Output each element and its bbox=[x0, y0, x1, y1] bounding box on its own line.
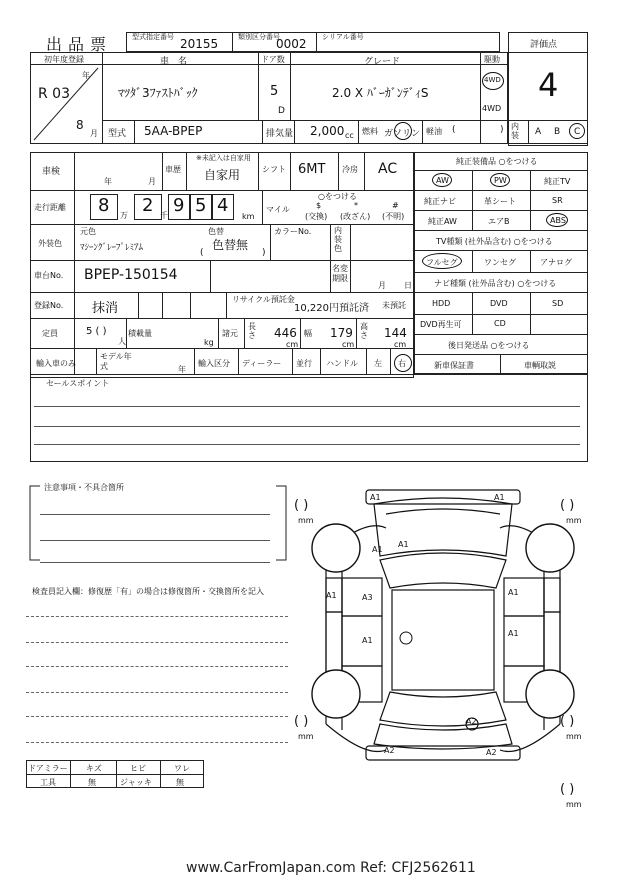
watermark: www.CarFromJapan.com Ref: CFJ2562611 bbox=[186, 860, 476, 876]
equip-aw-circle bbox=[432, 173, 452, 187]
damage-mark-rear-door-right: A1 bbox=[508, 629, 519, 638]
legend-value-3: ジャッキ bbox=[120, 778, 152, 787]
shift-value: 6MT bbox=[298, 162, 326, 177]
grade-value: 2.0 X ﾊﾞｰｶﾞﾝﾃﾞｨS bbox=[332, 86, 429, 100]
light-oil-paren-l: ( bbox=[452, 125, 456, 135]
length-unit: cm bbox=[286, 340, 299, 349]
exchange-label: (交換) bbox=[305, 212, 328, 221]
tread-bracket-spare: ( ) bbox=[560, 782, 575, 797]
chassis-value: BPEP-150154 bbox=[84, 267, 178, 283]
damage-mark-rear-left: A2 bbox=[384, 746, 395, 755]
recycle-no: 未預託 bbox=[382, 301, 406, 310]
name-change-month: 月 bbox=[378, 281, 386, 290]
color-change-label: 色替 bbox=[208, 227, 224, 236]
inspector-label: 検査員記入欄：修復歴「有」の場合は修復箇所・交換箇所を記入 bbox=[32, 587, 264, 596]
color-no-label: カラーNo. bbox=[274, 227, 312, 236]
mileage-digit-4: 5 bbox=[195, 195, 207, 216]
doors-suffix: D bbox=[278, 106, 285, 116]
tread-unit-front-right: mm bbox=[566, 516, 582, 525]
height-unit: cm bbox=[394, 340, 407, 349]
import-label: 輸入車のみ bbox=[36, 359, 76, 368]
tv-analog: アナログ bbox=[540, 258, 572, 267]
legend-header-3: ヒビ bbox=[130, 764, 146, 773]
length-value: 446 bbox=[274, 326, 297, 340]
color-change-value: 色替無 bbox=[212, 238, 249, 252]
model-cert-label: 型式指定番号 bbox=[132, 33, 174, 41]
tv-fullseg-circle bbox=[422, 253, 462, 269]
km-unit: km bbox=[242, 212, 255, 221]
displacement-value: 2,000 bbox=[310, 124, 345, 138]
height-label: 高さ bbox=[360, 322, 368, 340]
mileage-digit-3: 9 bbox=[173, 195, 185, 216]
own-note: ※未記入は自家用 bbox=[196, 154, 251, 162]
name-change-label: 名変期限 bbox=[332, 264, 348, 283]
legend-header-2: キズ bbox=[86, 764, 102, 773]
category-value: 0002 bbox=[276, 37, 307, 51]
score-label: 評価点 bbox=[530, 40, 558, 50]
model-year-unit: 年 bbox=[178, 365, 186, 374]
model-type-label: 型式 bbox=[108, 129, 127, 139]
mileage-digit-2: 2 bbox=[142, 195, 154, 216]
tread-unit-rear-left: mm bbox=[298, 732, 314, 741]
damage-mark-trunk: A2 bbox=[466, 717, 477, 726]
light-oil-paren-r: ) bbox=[500, 125, 504, 135]
recycle-value: 10,220円預託済 bbox=[294, 303, 369, 314]
color-paren-l: ( bbox=[200, 248, 204, 258]
load-unit: kg bbox=[204, 338, 214, 347]
damage-mark-hood: A1 bbox=[398, 540, 409, 549]
form-title: 出品票 bbox=[46, 35, 113, 54]
tread-bracket-rear-right: ( ) bbox=[560, 714, 575, 729]
height-value: 144 bbox=[384, 326, 407, 340]
drive-4wd: 4WD bbox=[482, 104, 502, 113]
capacity-label: 定員 bbox=[42, 329, 58, 338]
orig-color-value: ﾏｼｰﾝｸﾞﾚｰﾌﾟﾚﾐｱﾑ bbox=[80, 243, 144, 253]
equip-tv: 純正TV bbox=[544, 177, 571, 186]
fuel-label: 燃料 bbox=[362, 127, 378, 136]
legend-header-1: ドアミラー bbox=[28, 764, 68, 773]
capacity-value: 5 ( ) bbox=[86, 326, 107, 337]
history-label: 車歴 bbox=[165, 165, 181, 174]
later-warranty: 新車保証書 bbox=[434, 361, 474, 370]
doors-label: ドア数 bbox=[261, 55, 285, 64]
cooling-value: AC bbox=[378, 161, 398, 177]
man-unit: 万 bbox=[120, 211, 128, 220]
damage-mark-front-door-right: A1 bbox=[508, 588, 519, 597]
capacity-unit: 人 bbox=[118, 337, 126, 346]
tv-oneseg: ワンセグ bbox=[484, 258, 516, 267]
serial-label: シリアル番号 bbox=[322, 33, 364, 41]
inspection-month: 月 bbox=[148, 177, 156, 186]
doors-value: 5 bbox=[270, 84, 279, 99]
right-label: 右 bbox=[398, 359, 406, 368]
width-label: 幅 bbox=[304, 329, 312, 338]
legend-value-4: 無 bbox=[176, 778, 184, 787]
shift-label: シフト bbox=[262, 165, 286, 174]
tread-bracket-front-left: ( ) bbox=[294, 498, 309, 513]
right-handle-circle bbox=[394, 354, 412, 372]
history-value: 自家用 bbox=[204, 168, 241, 182]
tread-unit-front-left: mm bbox=[298, 516, 314, 525]
sales-point-label: セールスポイント bbox=[46, 379, 110, 388]
mileage-label: 走行距離 bbox=[34, 203, 66, 212]
model-type-value: 5AA-BPEP bbox=[144, 124, 203, 138]
orig-color-label: 元色 bbox=[80, 227, 96, 236]
car-diagram bbox=[296, 488, 596, 774]
tread-bracket-rear-left: ( ) bbox=[294, 714, 309, 729]
equip-header: 純正装備品 ○をつける bbox=[456, 157, 538, 166]
equip-airbag: エアB bbox=[488, 217, 510, 226]
category-label: 類別区分番号 bbox=[238, 33, 280, 41]
first-reg-month: 8 bbox=[76, 118, 84, 132]
grade-label: グレード bbox=[364, 57, 401, 67]
damage-mark-front-left: A1 bbox=[370, 493, 381, 502]
equip-pw: PW bbox=[494, 176, 507, 185]
interior-a: A bbox=[535, 127, 542, 137]
drive-label: 駆動 bbox=[484, 55, 500, 64]
tamper-label: (改ざん) bbox=[340, 212, 371, 221]
tamper-mark: * bbox=[354, 201, 358, 210]
tread-bracket-front-right: ( ) bbox=[560, 498, 575, 513]
interior-label: 内装 bbox=[511, 122, 519, 140]
cooling-label: 冷房 bbox=[342, 165, 358, 174]
equip-aw: AW bbox=[436, 176, 449, 185]
reg-no-value: 抹消 bbox=[92, 301, 119, 316]
left-label: 左 bbox=[374, 359, 382, 368]
equip-abs-circle bbox=[546, 213, 568, 227]
car-name-label: 車 名 bbox=[160, 57, 188, 67]
damage-mark-front-door-left: A3 bbox=[362, 593, 373, 602]
import-type-label: 輸入区分 bbox=[198, 359, 230, 368]
year-unit: 年 bbox=[82, 71, 90, 80]
model-year-label: モデル年式 bbox=[100, 352, 132, 371]
mileage-digit-5: 4 bbox=[217, 195, 229, 216]
legend-header-4: ワレ bbox=[174, 764, 190, 773]
legend-value-2: 無 bbox=[88, 778, 96, 787]
inspection-label: 車検 bbox=[42, 167, 61, 177]
drive-4wd-circled: 4WD bbox=[484, 76, 501, 84]
mileage-digit-1: 8 bbox=[98, 195, 110, 216]
fuel-circle bbox=[394, 122, 412, 140]
mileage-circle-note: ○をつける bbox=[318, 192, 357, 201]
unknown-label: (不明) bbox=[382, 212, 405, 221]
interior-color-label: 内装色 bbox=[334, 226, 342, 253]
damage-mark-fender-left: A1 bbox=[372, 545, 383, 554]
tread-unit-rear-right: mm bbox=[566, 732, 582, 741]
later-header: 後日発送品 ○をつける bbox=[448, 341, 530, 350]
navi-dvd: DVD bbox=[490, 299, 508, 308]
navi-header: ナビ種類 (社外品含む) ○をつける bbox=[434, 279, 557, 288]
interior-b: B bbox=[554, 127, 561, 137]
load-label: 積載量 bbox=[128, 329, 152, 338]
sales-point-box bbox=[30, 374, 588, 462]
model-cert-value: 20155 bbox=[180, 37, 219, 51]
equip-genuine-aw: 純正AW bbox=[428, 217, 457, 226]
navi-hdd: HDD bbox=[432, 299, 451, 308]
month-unit: 月 bbox=[90, 129, 98, 138]
ext-color-label: 外装色 bbox=[38, 239, 62, 248]
caution-label: 注意事項・不具合箇所 bbox=[44, 483, 124, 492]
damage-mark-rear-door-left: A1 bbox=[362, 636, 373, 645]
damage-mark-front-right: A1 bbox=[494, 493, 505, 502]
car-name-value: ﾏﾂﾀﾞ3ﾌｧｽﾄﾊﾞｯｸ bbox=[118, 86, 198, 100]
width-value: 179 bbox=[330, 326, 353, 340]
length-label: 長さ bbox=[248, 322, 256, 340]
color-paren-r: ) bbox=[262, 248, 266, 258]
damage-mark-rear-right: A2 bbox=[486, 748, 497, 757]
equip-abs: ABS bbox=[550, 216, 566, 225]
handle-label: ハンドル bbox=[326, 359, 358, 368]
legend-value-1: 工具 bbox=[40, 778, 56, 787]
mile-label: マイル bbox=[266, 205, 290, 214]
equip-pw-circle bbox=[490, 173, 510, 187]
displacement-label: 排気量 bbox=[266, 129, 294, 139]
exchange-mark: $ bbox=[316, 201, 322, 210]
dealer-label: ディーラー bbox=[242, 359, 282, 368]
tread-unit-spare: mm bbox=[566, 800, 582, 809]
light-oil-label: 軽油 bbox=[426, 127, 442, 136]
first-reg-label: 初年度登録 bbox=[44, 55, 84, 64]
tv-header: TV種類 (社外品含む) ○をつける bbox=[436, 237, 553, 246]
interior-c-circle bbox=[569, 123, 585, 139]
navi-cd: CD bbox=[494, 319, 506, 328]
chassis-label: 車台No. bbox=[34, 271, 64, 280]
cc-unit: cc bbox=[345, 131, 354, 140]
name-change-day: 日 bbox=[404, 281, 412, 290]
damage-mark-left-side: A1 bbox=[326, 591, 337, 600]
caution-bracket bbox=[26, 484, 290, 564]
sen-unit: 千 bbox=[160, 211, 168, 220]
later-manual: 車輌取説 bbox=[524, 361, 556, 370]
tv-fullseg: フルセグ bbox=[426, 258, 458, 267]
body-spec-label: 諸元 bbox=[222, 329, 238, 338]
navi-sd: SD bbox=[552, 299, 564, 308]
inspection-year: 年 bbox=[104, 177, 112, 186]
equip-sr: SR bbox=[552, 196, 563, 205]
score-value: 4 bbox=[538, 66, 559, 104]
unknown-mark: # bbox=[392, 201, 399, 210]
width-unit: cm bbox=[342, 340, 355, 349]
equip-leather: 革シート bbox=[484, 197, 516, 206]
recycle-label: リサイクル預託金 bbox=[232, 295, 295, 304]
equip-navi: 純正ナビ bbox=[424, 197, 456, 206]
reg-no-label: 登録No. bbox=[34, 301, 64, 310]
parallel-label: 並行 bbox=[296, 359, 312, 368]
fuel-value: ガソリン bbox=[384, 129, 421, 139]
interior-c: C bbox=[574, 127, 581, 137]
navi-dvd-play: DVD再生可 bbox=[420, 320, 462, 329]
first-reg-era: R 03 bbox=[38, 86, 70, 102]
